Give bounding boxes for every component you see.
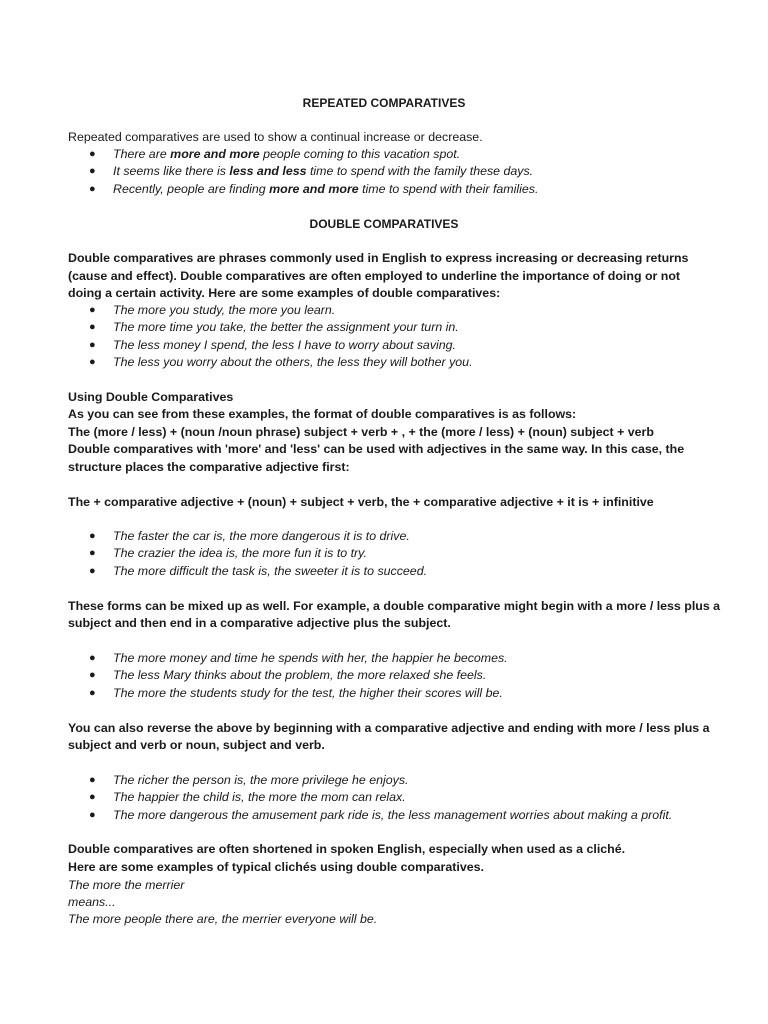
- bullet-icon: ●: [89, 686, 96, 699]
- list-item: ● The less money I spend, the less I have to worry about saving.: [68, 337, 473, 354]
- list-item: ● The less Mary thinks about the problem, the more relaxed she feels.: [68, 667, 508, 684]
- double-intro: Double comparatives are phrases commonly used in English to express increasing or decreasing returns (cause and effect). Double comparatives are often employed to underline the importance of doing or not doing a certain activity. Here are some examples of double comparatives:: [68, 251, 689, 300]
- double-examples-list: [68, 302, 473, 371]
- bullet-icon: ●: [89, 791, 96, 804]
- list-item: ● It seems like there is less and less time to spend with the family these days.: [68, 163, 538, 180]
- using-line-2: The (more / less) + (noun /noun phrase) subject + verb + , + the (more / less) + (noun) subject + verb: [68, 425, 654, 439]
- bullet-icon: ●: [89, 148, 96, 160]
- bullet-icon: ●: [89, 338, 96, 351]
- cliche-meaning: The more people there are, the merrier everyone will be.: [68, 912, 378, 926]
- bullet-icon: ●: [89, 530, 96, 542]
- list-item: ● The more money and time he spends with her, the happier he becomes.: [68, 650, 508, 667]
- reverse-line-1: You can also reverse the above by beginning with a comparative adjective and ending with more / less plus a: [68, 721, 710, 735]
- bullet-icon: ●: [89, 165, 96, 178]
- mixed-line-1: These forms can be mixed up as well. For example, a double comparative might begin with a more / less plus a: [68, 599, 721, 613]
- cliche-line-1: Double comparatives are often shortened in spoken English, especially when used as a cliché.: [68, 842, 626, 856]
- list-item: ● The faster the car is, the more dangerous it is to drive.: [68, 528, 427, 545]
- bullet-icon: ●: [89, 304, 96, 316]
- list-item: ● The crazier the idea is, the more fun it is to try.: [68, 545, 427, 562]
- mixed-examples-list: [68, 650, 508, 702]
- list-item: ● The more difficult the task is, the sweeter it is to succeed.: [68, 563, 427, 580]
- using-heading: Using Double Comparatives: [68, 390, 234, 404]
- list-item: ● The richer the person is, the more privilege he enjoys.: [68, 772, 672, 789]
- using-line-1: As you can see from these examples, the format of double comparatives is as follows:: [68, 407, 577, 421]
- formula-line: The + comparative adjective + (noun) + subject + verb, the + comparative adjective + it is + infinitive: [68, 495, 654, 509]
- bullet-icon: ●: [89, 564, 96, 577]
- section-title-repeated: REPEATED COMPARATIVES: [302, 96, 466, 110]
- section-title-double: DOUBLE COMPARATIVES: [309, 217, 459, 231]
- repeated-examples-list: [68, 146, 538, 198]
- using-line-4: structure places the comparative adjective first:: [68, 460, 350, 474]
- list-item: ● The less you worry about the others, the less they will bother you.: [68, 354, 473, 371]
- list-item: ● The more dangerous the amusement park ride is, the less management worries about making a profit.: [68, 807, 672, 824]
- cliche-means: means...: [68, 895, 116, 909]
- bullet-icon: ●: [89, 774, 96, 786]
- bullet-icon: ●: [89, 355, 96, 368]
- reverse-line-2: subject and verb or noun, subject and verb.: [68, 738, 325, 752]
- using-line-3: Double comparatives with 'more' and 'less' can be used with adjectives in the same way. In this case, the: [68, 442, 685, 456]
- list-item: ● There are more and more people coming to this vacation spot.: [68, 146, 538, 163]
- mixed-line-2: subject and then end in a comparative adjective plus the subject.: [68, 616, 451, 630]
- cliche-example: The more the merrier: [68, 878, 185, 892]
- bullet-icon: ●: [89, 547, 96, 560]
- bullet-icon: ●: [89, 182, 96, 195]
- cliche-line-2: Here are some examples of typical clichés using double comparatives.: [68, 860, 484, 874]
- bullet-icon: ●: [89, 808, 96, 821]
- bullet-icon: ●: [89, 321, 96, 334]
- list-item: ● The more you study, the more you learn.: [68, 302, 473, 319]
- list-item: ● The happier the child is, the more the mom can relax.: [68, 789, 672, 806]
- reverse-examples-list: [68, 772, 672, 824]
- adjective-examples-list: [68, 528, 427, 580]
- bullet-icon: ●: [89, 652, 96, 664]
- list-item: ● Recently, people are finding more and more time to spend with their families.: [68, 181, 538, 198]
- list-item: ● The more the students study for the test, the higher their scores will be.: [68, 685, 508, 702]
- bullet-icon: ●: [89, 669, 96, 682]
- list-item: ● The more time you take, the better the assignment your turn in.: [68, 319, 473, 336]
- repeated-intro: Repeated comparatives are used to show a continual increase or decrease.: [68, 130, 483, 144]
